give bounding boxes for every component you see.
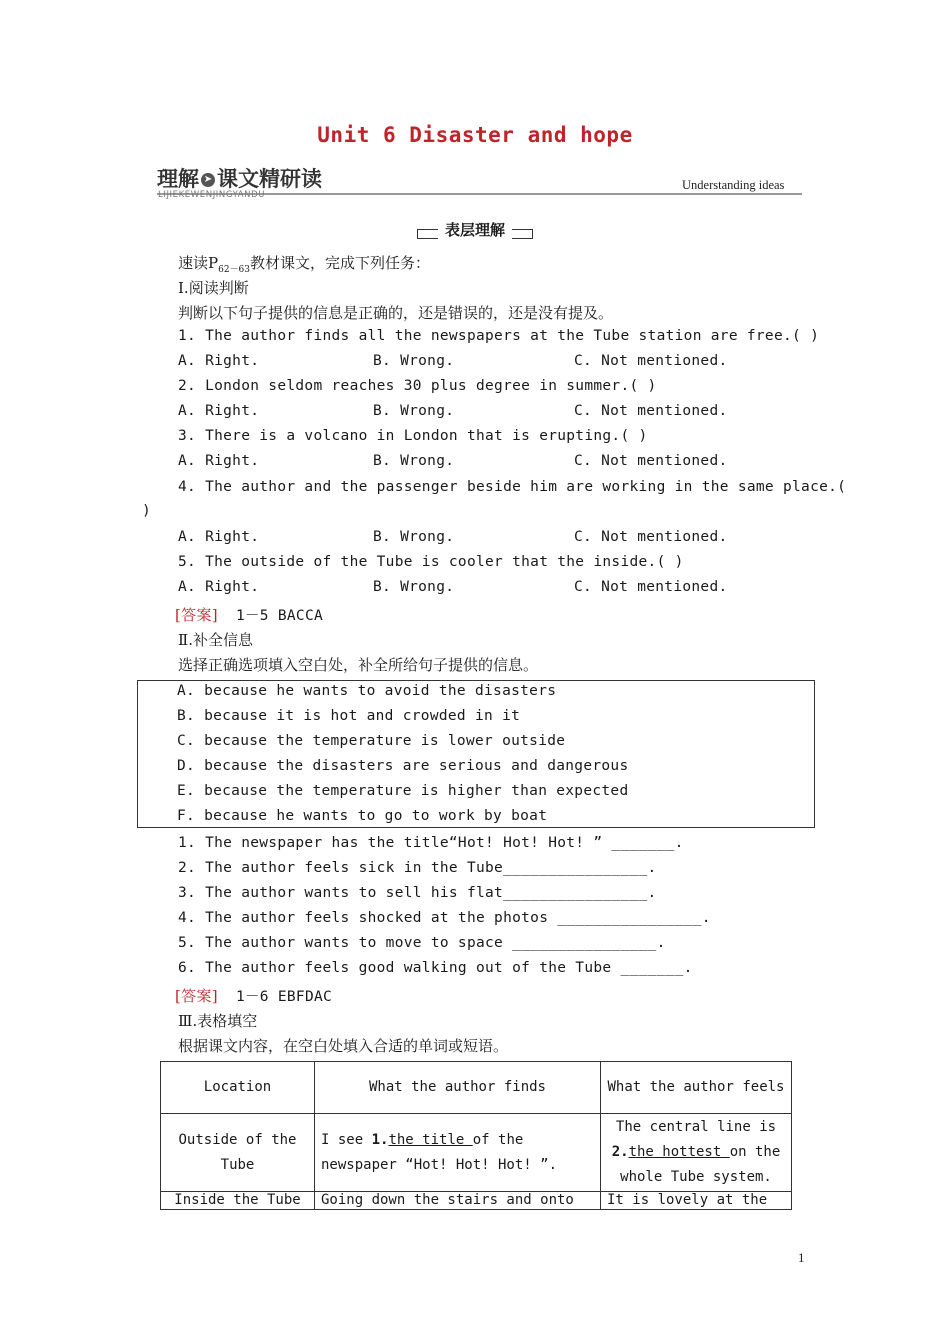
page-number: 1: [798, 1250, 805, 1265]
part3-heading: Ⅲ.表格填空: [178, 1012, 258, 1030]
part2-answer: [答案] 1－6 EBFDAC: [175, 987, 333, 1005]
part1-answer: [答案] 1－5 BACCA: [175, 606, 324, 624]
banner-pinyin: LIJIEKEWENJINGYANDU: [158, 190, 266, 200]
intro-line: 速读$P_{62-63}$教材课文，完成下列任务：: [178, 254, 431, 275]
table-cell-feels: It is lovely at the: [601, 1192, 792, 1210]
section-tag: 表层理解: [0, 219, 950, 240]
arrow-icon: ➤: [201, 173, 215, 187]
part2-question-3: 3. The author wants to sell his flat________________.: [178, 885, 657, 901]
table-cell-finds: I see 1.the title of the newspaper “Hot! Hot! Hot! ”.: [315, 1114, 601, 1192]
options-row: A. Right. B. Wrong. C. Not mentioned.: [178, 453, 728, 469]
info-table: [160, 1061, 792, 1210]
options-row: A. Right. B. Wrong. C. Not mentioned.: [178, 529, 728, 545]
banner-english: Understanding ideas: [682, 178, 785, 192]
table-cell-finds: Going down the stairs and onto: [315, 1192, 601, 1210]
option-c: C. because the temperature is lower outside: [177, 733, 566, 749]
part1-heading: Ⅰ.阅读判断: [178, 279, 249, 297]
options-row: A. Right. B. Wrong. C. Not mentioned.: [178, 403, 728, 419]
table-row: [161, 1114, 792, 1192]
options-row: A. Right. B. Wrong. C. Not mentioned.: [178, 353, 728, 369]
part2-heading: Ⅱ.补全信息: [178, 631, 253, 649]
option-f: F. because he wants to go to work by boat: [177, 808, 548, 824]
part1-question-1: 1. The author finds all the newspapers at the Tube station are free.( ): [178, 328, 820, 344]
options-box: [137, 680, 815, 828]
part1-instruction: 判断以下句子提供的信息是正确的，还是错误的，还是没有提及。: [178, 304, 614, 322]
table-cell-location: Inside the Tube: [161, 1192, 315, 1210]
part3-instruction: 根据课文内容，在空白处填入合适的单词或短语。: [178, 1037, 509, 1055]
option-d: D. because the disasters are serious and dangerous: [177, 758, 629, 774]
banner-title-right: 课文精研读: [217, 167, 322, 191]
part2-instruction: 选择正确选项填入空白处，补全所给句子提供的信息。: [178, 656, 539, 674]
table-header-location: Location: [161, 1062, 315, 1114]
table-cell-feels: The central line is 2.the hottest on the whole Tube system.: [601, 1114, 792, 1192]
table-header-finds: What the author finds: [315, 1062, 601, 1114]
part1-question-4: 4. The author and the passenger beside him are working in the same place.(: [178, 479, 847, 495]
options-row: A. Right. B. Wrong. C. Not mentioned.: [178, 579, 728, 595]
part2-question-4: 4. The author feels shocked at the photos ________________.: [178, 910, 711, 926]
option-b: B. because it is hot and crowded in it: [177, 708, 521, 724]
part1-question-4-continued: ): [142, 503, 152, 519]
option-e: E. because the temperature is higher than expected: [177, 783, 629, 799]
option-a: A. because he wants to avoid the disasters: [177, 683, 557, 699]
part1-question-5: 5. The outside of the Tube is cooler that the inside.( ): [178, 554, 684, 570]
part1-question-3: 3. There is a volcano in London that is erupting.( ): [178, 428, 648, 444]
table-header-row: [161, 1062, 792, 1114]
table-row: [161, 1192, 792, 1210]
section-banner: [157, 163, 322, 193]
part2-question-5: 5. The author wants to move to space ________________.: [178, 935, 666, 951]
part2-question-6: 6. The author feels good walking out of the Tube _______.: [178, 960, 693, 976]
table-cell-location: Outside of the Tube: [161, 1114, 315, 1192]
banner-title-left: 理解: [157, 167, 199, 191]
table-header-feels: What the author feels: [601, 1062, 792, 1114]
part2-question-2: 2. The author feels sick in the Tube________________.: [178, 860, 657, 876]
document-title: Unit 6 Disaster and hope: [317, 123, 633, 147]
part1-question-2: 2. London seldom reaches 30 plus degree in summer.( ): [178, 378, 657, 394]
part2-question-1: 1. The newspaper has the title“Hot! Hot! Hot! ” _______.: [178, 835, 684, 851]
